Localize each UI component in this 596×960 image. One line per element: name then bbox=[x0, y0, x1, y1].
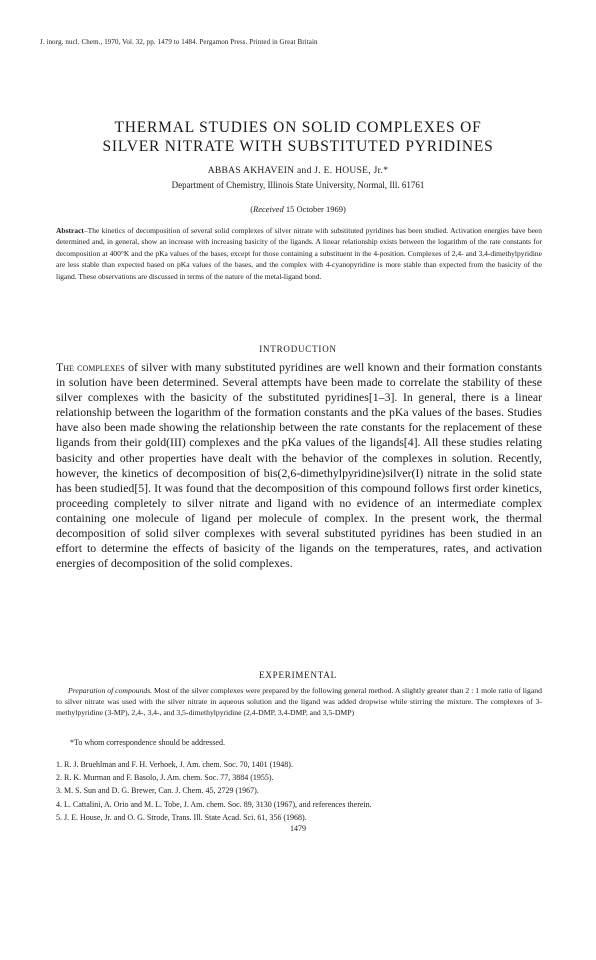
introduction-text bbox=[56, 360, 542, 571]
abstract bbox=[56, 225, 542, 282]
intro-body: of silver with many substituted pyridines are well known and their formation constants in solution have been determined. Several attempts have been made to correlate the stability of these silver complexes with the basicity of the substituted pyridines[1–3]. In general, there is a linear relationship between the logarithm of the formation constants and the pKa values of the bases. Studies have also been made showing the relationship between the rate constants for the replacement of these ligands from their gold(III) complexes and the pKa values of the ligands[4]. All these studies relating basicity and other properties have dealt with the behavior of the complexes in solution. Recently, however, the kinetics of decomposition of bis(2,6-dimethylpyridine)silver(I) nitrate in the solid state has been studied[5]. It was found that the decomposition of this compound follows first order kinetics, proceeding completely to silver nitrate and ligand with no evidence of an intermediate complex containing one molecule of ligand per molecule of complex. In the present work, the thermal decomposition of solid silver complexes with several substituted pyridines has been studied in an effort to determine the effects of basicity of the ligands on the temperatures, rates, and activation energies of decomposition of the solid complexes. bbox=[56, 360, 542, 571]
intro-lead: The complexes bbox=[56, 360, 125, 374]
reference-item: 2. R. K. Murman and F. Basolo, J. Am. chem. Soc. 77, 3884 (1955). bbox=[56, 773, 274, 783]
reference-item: 3. M. S. Sun and D. G. Brewer, Can. J. Chem. 45, 2729 (1967). bbox=[56, 786, 259, 796]
paper-title bbox=[40, 118, 556, 156]
abstract-text: –The kinetics of decomposition of several solid complexes of silver nitrate with substituted pyridines has been studied. Activation energies have been determined and, in general, show an increase with increasing basicity of the ligands. A linear relationship exists between the logarithm of the rate constants for decomposition at 400°K and the pKa values of the bases, except for those containing a substituent in the 4-position. Complexes of 2,4- and 3,4-dimethylpyridine are less stable than expected based on pKa values of the bases, and the complex with 4-cyanopyridine is more stable than expected from the basicity of the ligand. These observations are discussed in terms of the nature of the metal-ligand bond. bbox=[56, 226, 542, 281]
section-heading-introduction: INTRODUCTION bbox=[259, 344, 337, 354]
experimental-text bbox=[56, 685, 542, 718]
experimental-lead: Preparation of compounds. bbox=[68, 686, 153, 695]
authors: ABBAS AKHAVEIN and J. E. HOUSE, Jr.* bbox=[207, 166, 389, 176]
affiliation: Department of Chemistry, Illinois State University, Normal, Ill. 61761 bbox=[171, 180, 425, 190]
received-date: (Received 15 October 1969) bbox=[250, 204, 346, 214]
title-line-2: SILVER NITRATE WITH SUBSTITUTED PYRIDINES bbox=[102, 138, 494, 155]
title-line-1: THERMAL STUDIES ON SOLID COMPLEXES OF bbox=[114, 119, 482, 136]
received-label: Received bbox=[253, 204, 284, 214]
page-number: 1479 bbox=[290, 824, 306, 833]
experimental-body: Most of the silver complexes were prepared by the following general method. A slightly greater than 2 : 1 mole ratio of ligand to silver nitrate was used with the silver nitrate in aqueous solution and the ligand was added dropwise while stirring the mixture. The complexes of 3-methylpyridine (3-MP), 2,4-, 3,4-, and 3,5-dimethylpyridine (2,4-DMP, 3,4-DMP, and 3,5-DMP) bbox=[56, 686, 542, 717]
section-heading-experimental: EXPERIMENTAL bbox=[259, 670, 337, 680]
correspondence-footnote: *To whom correspondence should be addressed. bbox=[70, 738, 225, 747]
reference-list bbox=[56, 758, 556, 824]
abstract-label: Abstract bbox=[56, 226, 84, 235]
received-value: 15 October 1969 bbox=[285, 204, 343, 214]
journal-citation: J. inorg. nucl. Chem., 1970, Vol. 32, pp. 1479 to 1484. Pergamon Press. Printed in Great Britain bbox=[40, 38, 318, 46]
reference-item: 5. J. E. House, Jr. and O. G. Strode, Trans. Ill. State Acad. Sci. 61, 356 (1968). bbox=[56, 812, 307, 822]
reference-item: 1. R. J. Bruehlman and F. H. Verhoek, J. Am. chem. Soc. 70, 1401 (1948). bbox=[56, 760, 293, 769]
reference-item: 4. L. Cattalini, A. Orio and M. L. Tobe, J. Am. chem. Soc. 89, 3130 (1967), and references therein. bbox=[56, 799, 372, 809]
